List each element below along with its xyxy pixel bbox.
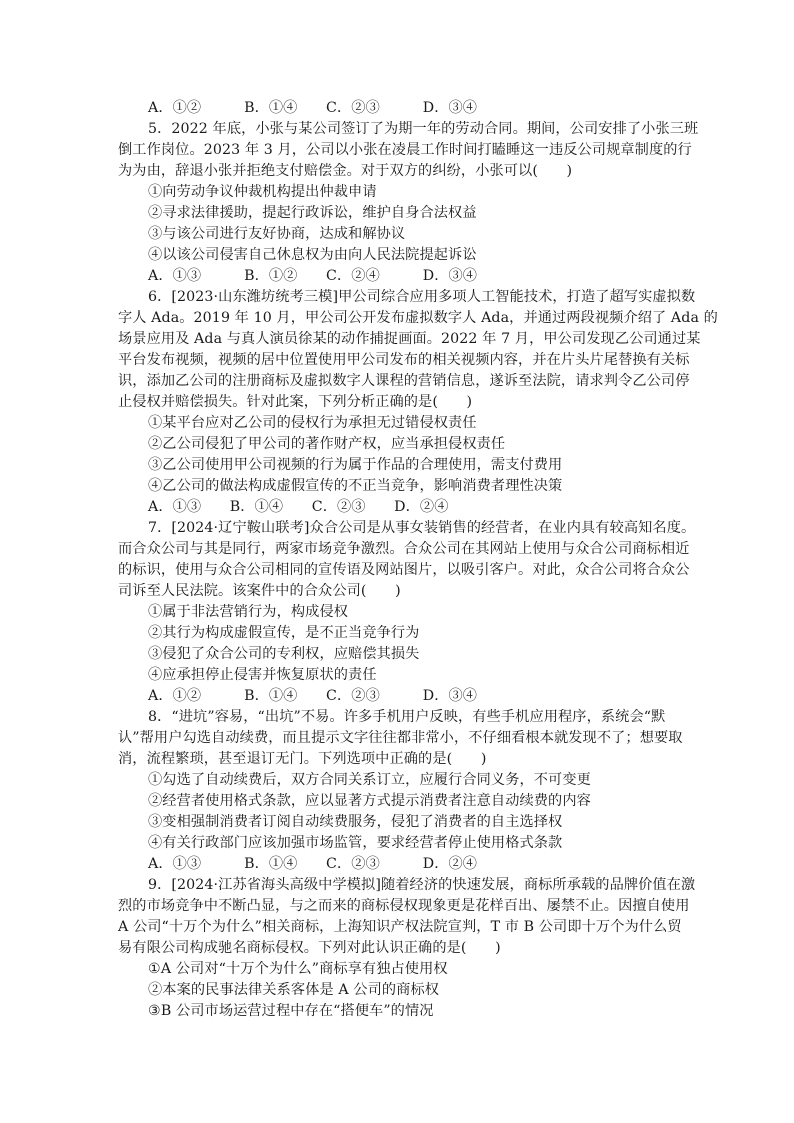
q6-stem-line: 平台发布视频，视频的居中位置使用甲公司发布的相关视频内容，并在片头片尾替换有关标 — [118, 352, 690, 368]
q8-options: A．①③ B．①④ C．②③ D．②④ — [148, 856, 478, 872]
q5-options: A．①③ B．①② C．②④ D．③④ — [148, 268, 478, 284]
q6-statement-3: ③乙公司使用甲公司视频的行为属于作品的合理使用，需支付费用 — [148, 457, 563, 473]
q8-statement-4: ④有关行政部门应该加强市场监管，要求经营者停止使用格式条款 — [148, 835, 563, 851]
q7-statement-1: ①属于非法营销行为，构成侵权 — [148, 604, 349, 620]
q5-statement-1: ①向劳动争议仲裁机构提出仲裁申请 — [148, 184, 377, 200]
q5-statement-4: ④以该公司侵害自己休息权为由向人民法院提起诉讼 — [148, 247, 477, 263]
q9-stem-line: 易有限公司构成驰名商标侵权。下列对此认识正确的是( ) — [118, 940, 501, 956]
q6-stem-line: 6．[2023·山东潍坊统考三模]甲公司综合应用多项人工智能技术，打造了超写实虚拟数 — [148, 289, 696, 305]
q5-statement-2: ②寻求法律援助，提起行政诉讼，维护自身合法权益 — [148, 205, 477, 221]
q6-stem-line: 止侵权并赔偿损失。针对此案，下列分析正确的是( ) — [118, 394, 473, 410]
q7-stem-line: 而合众公司与其是同行，两家市场竞争激烈。合众公司在其网站上使用与众合公司商标相近 — [118, 541, 690, 557]
q8-stem-line: 认”帮用户勾选自动续费，而且提示文字往往都非常小，不仔细看根本就发现不了；想要取 — [118, 730, 683, 746]
q9-stem-line: 9．[2024·江苏省海头高级中学模拟]随着经济的快速发展，商标所承载的品牌价值在激 — [148, 877, 696, 893]
q5-stem-line: 倒工作岗位。2023 年 3 月，公司以小张在凌晨工作时间打瞌睡这一违反公司规章制度的行 — [118, 142, 692, 158]
q7-stem-line: 7．[2024·辽宁鞍山联考]众合公司是从事女装销售的经营者，在业内具有较高知名度。 — [148, 520, 696, 536]
q7-stem-line: 的标识，使用与众合公司相同的宣传语及网站图片，以吸引客户。对此，众合公司将合众公 — [118, 562, 690, 578]
q7-statement-2: ②其行为构成虚假宣传，是不正当竞争行为 — [148, 625, 420, 641]
q7-statement-4: ④应承担停止侵害并恢复原状的责任 — [148, 667, 377, 683]
q9-stem-line: 烈的市场竞争中不断凸显，与之而来的商标侵权现象更是花样百出、屡禁不止。因擅自使用 — [118, 898, 690, 914]
q4-options: A．①② B．①④ C．②③ D．③④ — [148, 100, 478, 116]
q6-statement-4: ④乙公司的做法构成虚假宣传的不正当竞争，影响消费者理性决策 — [148, 478, 563, 494]
q9-statement-1: ①A 公司对“十万个为什么”商标享有独占使用权 — [148, 961, 448, 977]
q6-stem-line: 字人 Ada。2019 年 10 月，甲公司公开发布虚拟数字人 Ada，并通过两段视频介绍了 Ada 的 — [118, 310, 718, 326]
q6-stem-line: 场景应用及 Ada 与真人演员徐某的动作捕捉画面。2022 年 7 月，甲公司发现乙公司通过某 — [118, 331, 701, 347]
q6-stem-line: 识，添加乙公司的注册商标及虚拟数字人课程的营销信息，遂诉至法院，请求判令乙公司停 — [118, 373, 690, 389]
q6-statement-1: ①某平台应对乙公司的侵权行为承担无过错侵权责任 — [148, 415, 477, 431]
q8-stem-line: 消，流程繁琐，甚至退订无门。下列选项中正确的是( ) — [118, 751, 487, 767]
q8-stem-line: 8．“进坑”容易，“出坑”不易。许多手机用户反映，有些手机应用程序，系统会“默 — [148, 709, 666, 725]
q7-options: A．①② B．①④ C．②③ D．③④ — [148, 688, 478, 704]
q5-statement-3: ③与该公司进行友好协商，达成和解协议 — [148, 226, 406, 242]
q6-statement-2: ②乙公司侵犯了甲公司的著作财产权，应当承担侵权责任 — [148, 436, 506, 452]
q6-options: A．①③ B．①④ C．②③ D．②④ — [148, 499, 449, 515]
q8-statement-1: ①勾选了自动续费后，双方合同关系订立，应履行合同义务，不可变更 — [148, 772, 591, 788]
q5-stem-line: 5．2022 年底，小张与某公司签订了为期一年的劳动合同。期间，公司安排了小张三班 — [148, 121, 699, 137]
q9-statement-2: ②本案的民事法律关系客体是 A 公司的商标权 — [148, 982, 440, 998]
q7-statement-3: ③侵犯了众合公司的专利权，应赔偿其损失 — [148, 646, 420, 662]
q7-stem-line: 司诉至人民法院。该案件中的合众公司( ) — [118, 583, 401, 599]
q8-statement-3: ③变相强制消费者订阅自动续费服务，侵犯了消费者的自主选择权 — [148, 814, 563, 830]
q8-statement-2: ②经营者使用格式条款，应以显著方式提示消费者注意自动续费的内容 — [148, 793, 591, 809]
q9-stem-line: A 公司“十万个为什么”相关商标，上海知识产权法院宣判，T 市 B 公司即十万个为什么贸 — [118, 919, 682, 935]
q5-stem-line: 为为由，辞退小张并拒绝支付赔偿金。对于双方的纠纷，小张可以( ) — [118, 163, 573, 179]
q9-statement-3: ③B 公司市场运营过程中存在“搭便车”的情况 — [148, 1003, 434, 1019]
